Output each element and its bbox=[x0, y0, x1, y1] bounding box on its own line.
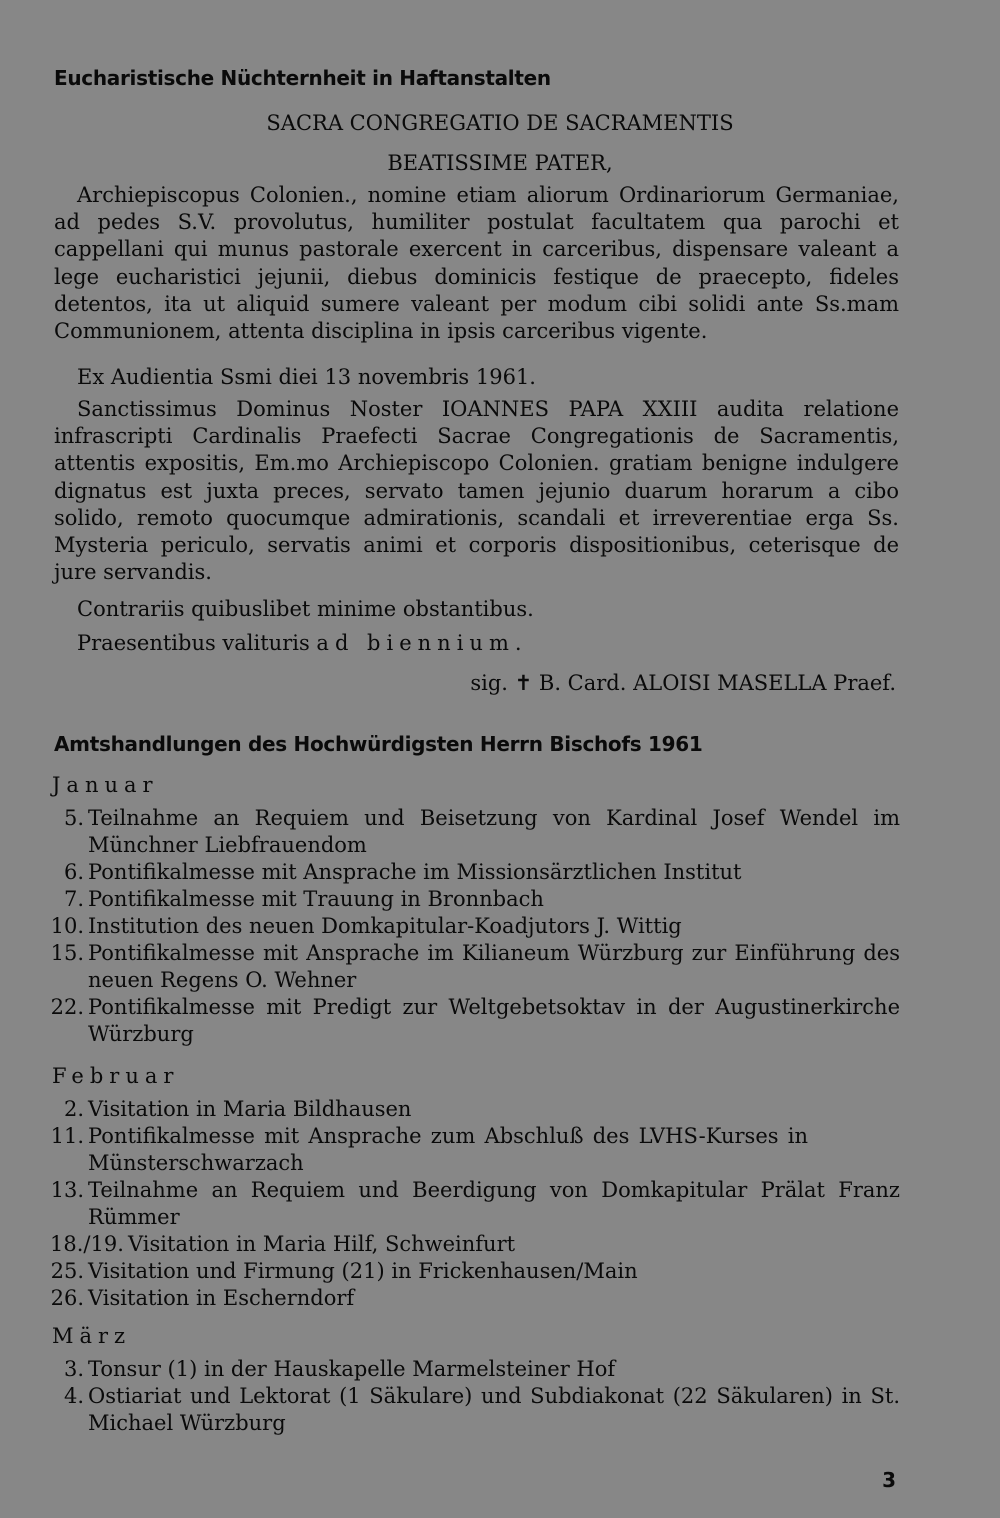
list-item bbox=[40, 913, 900, 940]
entry-day: 22. bbox=[50, 995, 84, 1019]
entry-day: 4. bbox=[63, 1384, 84, 1408]
congregation-title: SACRA CONGREGATIO DE SACRAMENTIS bbox=[266, 111, 734, 135]
entry-text: Teilnahme an Requiem und Beerdigung von Domkapitular Prälat Franz Rümmer bbox=[88, 1178, 900, 1229]
list-item bbox=[40, 1096, 900, 1123]
section-heading-eucharist: Eucharistische Nüchternheit in Haftanstalten bbox=[54, 66, 551, 90]
entry-day: 13. bbox=[50, 1178, 84, 1202]
list-item bbox=[40, 1123, 900, 1176]
entry-day: 5. bbox=[63, 806, 84, 830]
signature-line: sig. ✝ B. Card. ALOISI MASELLA Praef. bbox=[470, 671, 896, 695]
entry-text: Pontifikalmesse mit Ansprache zum Abschluß des LVHS-Kurses in Münsterschwarzach bbox=[88, 1124, 808, 1175]
salutation: BEATISSIME PATER, bbox=[387, 151, 613, 175]
entry-day: 18./19. bbox=[50, 1232, 124, 1256]
list-item bbox=[40, 1177, 900, 1230]
entry-day: 11. bbox=[50, 1124, 84, 1148]
entry-day: 7. bbox=[63, 887, 84, 911]
entry-text: Pontifikalmesse mit Trauung in Bronnbach bbox=[88, 887, 544, 911]
list-item bbox=[40, 1383, 900, 1436]
entry-day: 15. bbox=[50, 941, 84, 965]
page-number: 3 bbox=[882, 1468, 896, 1492]
list-item bbox=[40, 1356, 900, 1383]
list-item bbox=[40, 886, 900, 913]
entry-text: Visitation in Maria Hilf, Schweinfurt bbox=[128, 1232, 516, 1256]
list-item bbox=[40, 994, 900, 1047]
entry-day: 2. bbox=[63, 1097, 84, 1121]
petition-paragraph: Archiepiscopus Colonien., nomine etiam aliorum Ordinariorum Germaniae, ad pedes S.V. provolutus, humiliter postulat facultatem qua parochi et cappellani qui munus pastorale exercent in carceribus, dispensare valeant a lege eucharistici jejunii, diebus dominicis festique de praecepto, fideles detentos, ita ut aliquid sumere valeant per modum cibi solidi ante Ss.mam Communionem, attenta disciplina in ipsis carceribus vigente. bbox=[54, 183, 899, 344]
entry-day: 10. bbox=[50, 914, 84, 938]
entry-day: 6. bbox=[63, 860, 84, 884]
entry-text: Visitation in Maria Bildhausen bbox=[88, 1097, 412, 1121]
entry-text: Pontifikalmesse mit Predigt zur Weltgebetsoktav in der Augustinerkirche Würzburg bbox=[88, 995, 900, 1046]
audience-line: Ex Audientia Ssmi diei 13 novembris 1961. bbox=[77, 365, 536, 389]
entry-day: 25. bbox=[50, 1259, 84, 1283]
entry-text: Ostiariat und Lektorat (1 Säkulare) und Subdiakonat (22 Säkularen) in St. Michael Würzburg bbox=[88, 1384, 900, 1435]
section-heading-amtshandlungen: Amtshandlungen des Hochwürdigsten Herrn Bischofs 1961 bbox=[54, 732, 703, 756]
entry-text: Pontifikalmesse mit Ansprache im Missionsärztlichen Institut bbox=[88, 860, 742, 884]
list-item bbox=[40, 859, 900, 886]
entry-text: Visitation und Firmung (21) in Frickenhausen/Main bbox=[88, 1259, 638, 1283]
list-item bbox=[40, 1285, 900, 1312]
entry-text: Tonsur (1) in der Hauskapelle Marmelsteiner Hof bbox=[88, 1357, 616, 1381]
list-item bbox=[40, 940, 900, 993]
grant-paragraph: Sanctissimus Dominus Noster IOANNES PAPA XXIII audita relatione infrascripti Cardinalis Praefecti Sacrae Congregationis de Sacramentis, attentis expositis, Em.mo Archiepiscopo Colonien. gratiam benigne indulgere dignatus est juxta preces, servato tamen jejunio duarum horarum a cibo solido, remoto quocumque admirationis, scandali et irreverentiae erga Ss. Mysteria periculo, servatis animi et corporis dispositionibus, ceterisque de jure servandis. bbox=[54, 397, 899, 585]
entry-text: Pontifikalmesse mit Ansprache im Kilianeum Würzburg zur Einführung des neuen Regens O. Wehner bbox=[88, 941, 900, 992]
entry-day: 3. bbox=[63, 1357, 84, 1381]
month-heading-februar: Februar bbox=[52, 1064, 180, 1088]
list-item bbox=[40, 805, 900, 858]
list-item bbox=[40, 1231, 900, 1258]
month-heading-januar: Januar bbox=[52, 773, 159, 797]
praesentibus-duration: ad biennium. bbox=[316, 631, 528, 655]
entry-text: Teilnahme an Requiem und Beisetzung von Kardinal Josef Wendel im Münchner Liebfrauendom bbox=[88, 806, 900, 857]
month-heading-maerz: März bbox=[52, 1324, 132, 1348]
list-item bbox=[40, 1258, 900, 1285]
contrariis-line: Contrariis quibuslibet minime obstantibus. bbox=[77, 597, 534, 621]
praesentibus-prefix: Praesentibus valituris bbox=[77, 631, 310, 655]
praesentibus-line bbox=[77, 631, 528, 655]
entry-day: 26. bbox=[50, 1286, 84, 1310]
entry-text: Institution des neuen Domkapitular-Koadjutors J. Wittig bbox=[88, 914, 682, 938]
entry-text: Visitation in Escherndorf bbox=[88, 1286, 355, 1310]
